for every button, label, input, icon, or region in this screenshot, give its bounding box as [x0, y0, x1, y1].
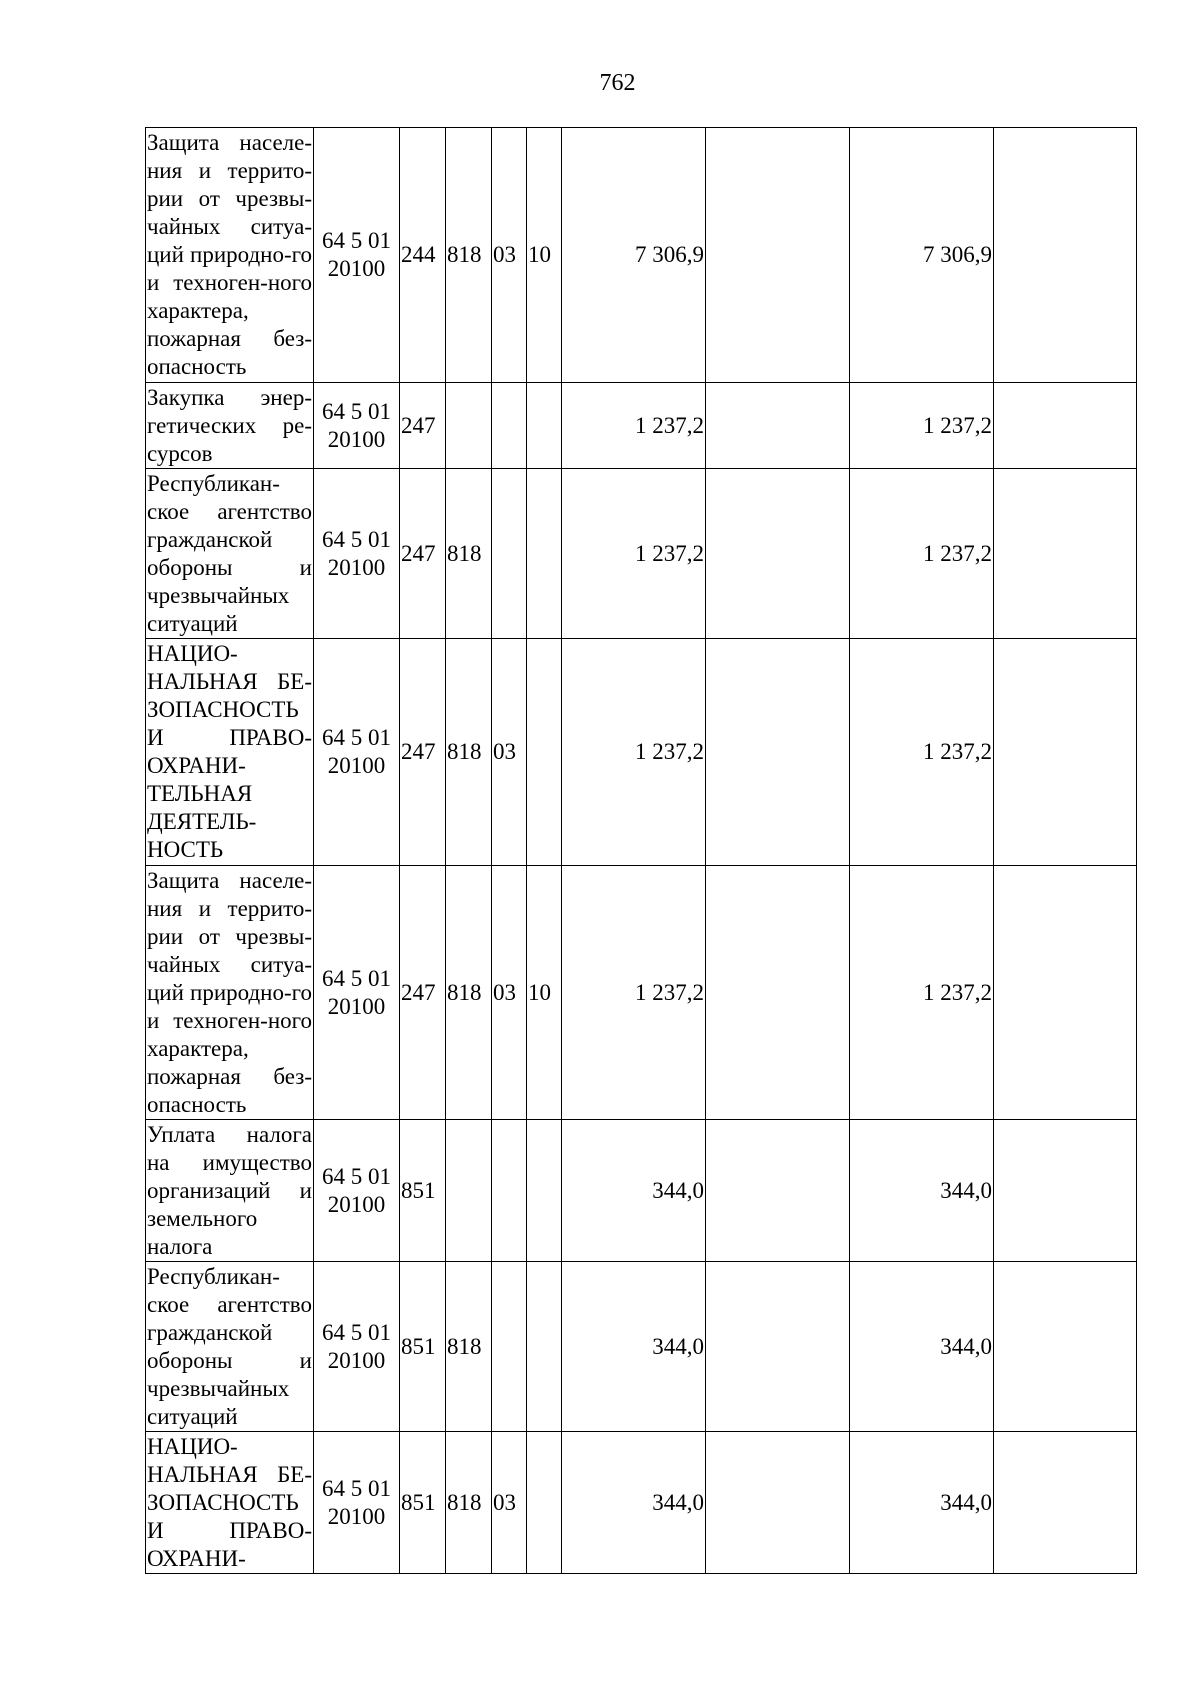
amount-4: [994, 128, 1137, 383]
subsection-code: [527, 469, 562, 639]
amount-2: [706, 1262, 850, 1432]
section-code: 03: [492, 1432, 527, 1574]
amount-2: [706, 639, 850, 866]
amount-2: [706, 1120, 850, 1262]
amount-3: 1 237,2: [850, 866, 994, 1120]
expense-type: 851: [400, 1432, 446, 1574]
subsection-code: 10: [527, 128, 562, 383]
program-code: 64 5 01 20100: [314, 1262, 400, 1432]
expense-type: 247: [400, 469, 446, 639]
amount-3: 1 237,2: [850, 469, 994, 639]
amount-2: [706, 128, 850, 383]
amount-2: [706, 1432, 850, 1574]
table-row: [146, 469, 1137, 639]
budget-table: [145, 127, 1137, 1574]
amount-4: [994, 639, 1137, 866]
row-name: Республикан-ское агентство гражданской обороны и чрезвычайных ситуаций: [146, 469, 314, 639]
amount-3: 344,0: [850, 1120, 994, 1262]
table-row: [146, 128, 1137, 383]
section-code: 03: [492, 128, 527, 383]
expense-type: 244: [400, 128, 446, 383]
subsection-code: [527, 639, 562, 866]
ministry-code: 818: [446, 1262, 492, 1432]
subsection-code: 10: [527, 866, 562, 1120]
amount-4: [994, 1262, 1137, 1432]
amount-4: [994, 866, 1137, 1120]
amount-2: [706, 383, 850, 469]
section-code: [492, 1262, 527, 1432]
table-row: [146, 1262, 1137, 1432]
table-row: [146, 866, 1137, 1120]
amount-1: 1 237,2: [562, 469, 706, 639]
expense-type: 247: [400, 866, 446, 1120]
amount-1: 344,0: [562, 1432, 706, 1574]
expense-type: 247: [400, 383, 446, 469]
amount-4: [994, 1120, 1137, 1262]
ministry-code: [446, 383, 492, 469]
ministry-code: 818: [446, 639, 492, 866]
section-code: [492, 383, 527, 469]
ministry-code: [446, 1120, 492, 1262]
amount-4: [994, 383, 1137, 469]
subsection-code: [527, 1262, 562, 1432]
amount-3: 7 306,9: [850, 128, 994, 383]
section-code: 03: [492, 866, 527, 1120]
amount-1: 344,0: [562, 1120, 706, 1262]
subsection-code: [527, 1432, 562, 1574]
row-name: Уплата налога на имущество организаций и земельного налога: [146, 1120, 314, 1262]
amount-4: [994, 1432, 1137, 1574]
ministry-code: 818: [446, 469, 492, 639]
amount-2: [706, 469, 850, 639]
row-name: Республикан-ское агентство гражданской обороны и чрезвычайных ситуаций: [146, 1262, 314, 1432]
table-row: [146, 639, 1137, 866]
ministry-code: 818: [446, 1432, 492, 1574]
page-number: 762: [599, 70, 636, 96]
table-row: [146, 1120, 1137, 1262]
amount-3: 344,0: [850, 1262, 994, 1432]
amount-1: 1 237,2: [562, 866, 706, 1120]
ministry-code: 818: [446, 866, 492, 1120]
amount-1: 7 306,9: [562, 128, 706, 383]
expense-type: 851: [400, 1262, 446, 1432]
amount-1: 1 237,2: [562, 639, 706, 866]
amount-4: [994, 469, 1137, 639]
program-code: 64 5 01 20100: [314, 128, 400, 383]
section-code: [492, 1120, 527, 1262]
amount-1: 1 237,2: [562, 383, 706, 469]
program-code: 64 5 01 20100: [314, 639, 400, 866]
program-code: 64 5 01 20100: [314, 866, 400, 1120]
program-code: 64 5 01 20100: [314, 1120, 400, 1262]
amount-1: 344,0: [562, 1262, 706, 1432]
table-body: [146, 128, 1137, 1574]
amount-3: 1 237,2: [850, 383, 994, 469]
program-code: 64 5 01 20100: [314, 1432, 400, 1574]
table-row: [146, 383, 1137, 469]
row-name: НАЦИО-НАЛЬНАЯ БЕ-ЗОПАСНОСТЬ И ПРАВО-ОХРАНИ-ТЕЛЬНАЯ ДЕЯТЕЛЬ-НОСТЬ: [146, 639, 314, 866]
ministry-code: 818: [446, 128, 492, 383]
expense-type: 851: [400, 1120, 446, 1262]
section-code: [492, 469, 527, 639]
amount-2: [706, 866, 850, 1120]
program-code: 64 5 01 20100: [314, 383, 400, 469]
subsection-code: [527, 383, 562, 469]
row-name: НАЦИО-НАЛЬНАЯ БЕ-ЗОПАСНОСТЬ И ПРАВО-ОХРАНИ-: [146, 1432, 314, 1574]
row-name: Защита населе-ния и террито-рии от чрезвы-чайных ситуа-ций природно-го и техноген-ного характера, пожарная без-опасность: [146, 128, 314, 383]
subsection-code: [527, 1120, 562, 1262]
table-row: [146, 1432, 1137, 1574]
expense-type: 247: [400, 639, 446, 866]
program-code: 64 5 01 20100: [314, 469, 400, 639]
section-code: 03: [492, 639, 527, 866]
amount-3: 1 237,2: [850, 639, 994, 866]
amount-3: 344,0: [850, 1432, 994, 1574]
row-name: Закупка энер-гетических ре-сурсов: [146, 383, 314, 469]
row-name: Защита населе-ния и террито-рии от чрезвы-чайных ситуа-ций природно-го и техноген-ного характера, пожарная без-опасность: [146, 866, 314, 1120]
